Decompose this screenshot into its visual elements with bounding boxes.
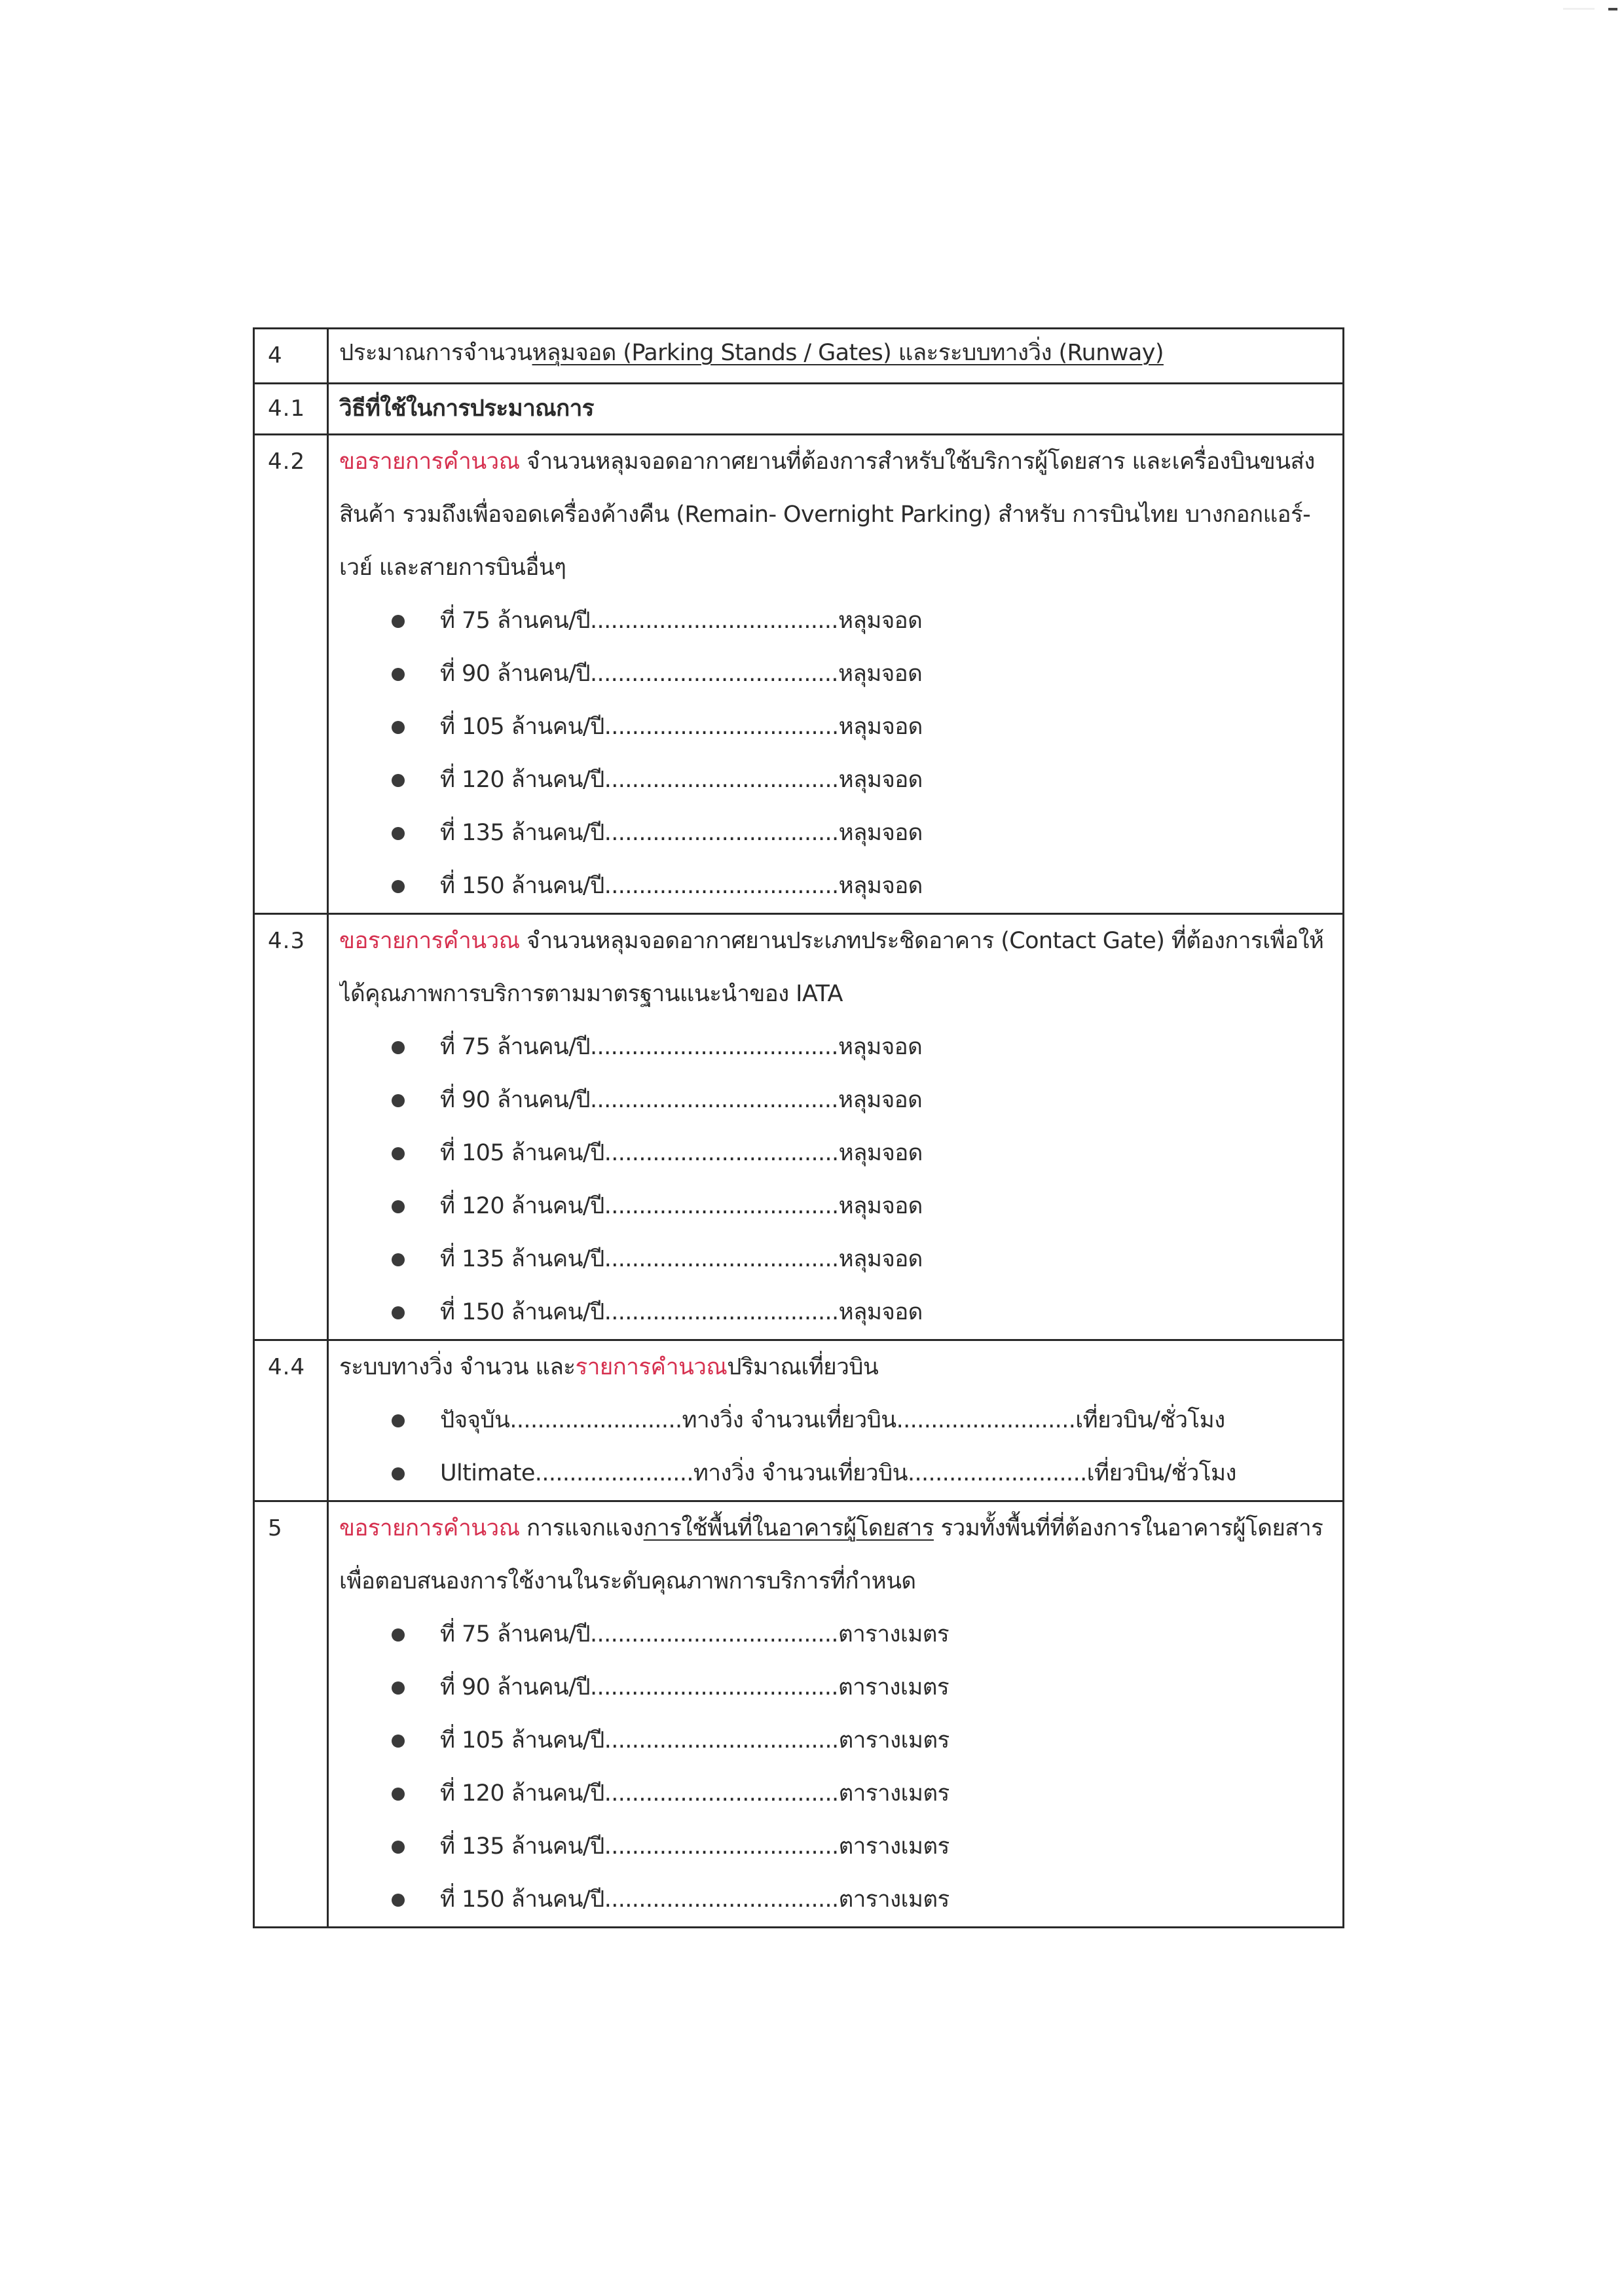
calc-request-label: ขอรายการคำนวณ <box>339 449 520 475</box>
row-number: 4.3 <box>254 914 328 1340</box>
calc-request-label: ขอรายการคำนวณ <box>339 928 520 954</box>
calc-request-label: ขอรายการคำนวณ <box>339 1515 520 1541</box>
bullet-icon <box>392 721 405 734</box>
table-row-4-1 <box>254 384 1344 435</box>
list-item <box>339 807 1337 860</box>
calc-label: รายการคำนวณ <box>575 1354 728 1380</box>
bullet-icon <box>392 827 405 840</box>
list-item <box>339 1767 1337 1820</box>
list-item <box>339 1873 1337 1926</box>
table-row-4-3 <box>254 914 1344 1340</box>
heading-prefix: ประมาณการจำนวน <box>339 340 532 366</box>
list-item <box>339 648 1337 701</box>
bullet-icon <box>392 1681 405 1695</box>
list-item <box>339 1394 1337 1447</box>
list-item-text: ที่ 150 ล้านคน/ปี..................................ตารางเมตร <box>440 1886 950 1913</box>
paragraph-text: ปริมาณเที่ยวบิน <box>727 1354 879 1380</box>
list-item <box>339 754 1337 807</box>
subsection-title: วิธีที่ใช้ในการประมาณการ <box>339 395 594 422</box>
list-item-text: ที่ 150 ล้านคน/ปี..................................หลุมจอด <box>440 873 923 899</box>
list-item <box>339 1021 1337 1074</box>
list-item-text: ที่ 150 ล้านคน/ปี..................................หลุมจอด <box>440 1299 923 1325</box>
paragraph-text: จำนวนหลุมจอดอากาศยานที่ต้องการสำหรับใช้บริการผู้โดยสาร และเครื่องบินขนส่ง <box>519 449 1315 475</box>
list-item <box>339 1074 1337 1127</box>
bullet-icon <box>392 880 405 893</box>
paragraph-line: เพื่อตอบสนองการใช้งานในระดับคุณภาพการบริการที่กำหนด <box>339 1568 916 1594</box>
table-row-4-4 <box>254 1340 1344 1501</box>
paragraph-line: ได้คุณภาพการบริการตามมาตรฐานแนะนำของ IATA <box>339 981 843 1007</box>
bullet-icon <box>392 1200 405 1213</box>
bullet-icon <box>392 1147 405 1160</box>
list-item-text: ที่ 90 ล้านคน/ปี....................................ตารางเมตร <box>440 1674 950 1700</box>
bullet-icon <box>392 1414 405 1427</box>
table-row-4 <box>254 329 1344 384</box>
list-item <box>339 1180 1337 1233</box>
requirements-table <box>253 327 1344 1928</box>
bullet-icon <box>392 1253 405 1266</box>
underlined-text: การใช้พื้นที่ในอาคารผู้โดยสาร <box>643 1515 934 1541</box>
list-item-text: ที่ 135 ล้านคน/ปี..................................หลุมจอด <box>440 820 923 846</box>
bullet-icon <box>392 1788 405 1801</box>
list-item-text: ที่ 120 ล้านคน/ปี..................................หลุมจอด <box>440 1193 923 1219</box>
list-item-text: ที่ 90 ล้านคน/ปี....................................หลุมจอด <box>440 1087 923 1113</box>
list-item <box>339 1714 1337 1767</box>
paragraph-line: เวย์ และสายการบินอื่นๆ <box>339 555 566 581</box>
list-item-text: ปัจจุบัน.........................ทางวิ่ง จำนวนเที่ยวบิน..........................เที่ยวบิน/ชั่วโมง <box>440 1407 1225 1433</box>
table-row-4-2 <box>254 435 1344 914</box>
paragraph-line <box>339 1502 1337 1555</box>
list-item <box>339 1233 1337 1286</box>
list-item-text: ที่ 135 ล้านคน/ปี..................................หลุมจอด <box>440 1246 923 1272</box>
list-item-text: ที่ 120 ล้านคน/ปี..................................ตารางเมตร <box>440 1780 950 1807</box>
bullet-icon <box>392 668 405 681</box>
list-item <box>339 1447 1337 1500</box>
list-item <box>339 1127 1337 1180</box>
bullet-icon <box>392 1735 405 1748</box>
paragraph-line <box>339 915 1337 968</box>
row-number: 4 <box>254 329 328 384</box>
paragraph-line <box>339 1341 1337 1394</box>
list-item-text: ที่ 75 ล้านคน/ปี....................................หลุมจอด <box>440 1034 923 1060</box>
bullet-icon <box>392 615 405 628</box>
list-item <box>339 1608 1337 1661</box>
list-item-text: ที่ 105 ล้านคน/ปี..................................หลุมจอด <box>440 1140 923 1166</box>
row-number: 4.1 <box>254 384 328 435</box>
row-number: 4.2 <box>254 435 328 914</box>
table-row-5 <box>254 1501 1344 1928</box>
list-item-text: ที่ 105 ล้านคน/ปี..................................หลุมจอด <box>440 714 923 740</box>
row-number: 5 <box>254 1501 328 1928</box>
bullet-icon <box>392 1841 405 1854</box>
bullet-icon <box>392 1628 405 1642</box>
paragraph-line: สินค้า รวมถึงเพื่อจอดเครื่องค้างคืน (Remain- Overnight Parking) สำหรับ การบินไทย บางกอกแอร์- <box>339 502 1311 528</box>
row-number: 4.4 <box>254 1340 328 1501</box>
paragraph-text: รวมทั้งพื้นที่ที่ต้องการในอาคารผู้โดยสาร <box>933 1515 1323 1541</box>
bullet-icon <box>392 774 405 787</box>
bullet-icon <box>392 1894 405 1907</box>
scan-mark <box>1608 8 1617 10</box>
list-item <box>339 595 1337 648</box>
list-item-text: ที่ 75 ล้านคน/ปี....................................ตารางเมตร <box>440 1621 950 1647</box>
list-item-text: ที่ 135 ล้านคน/ปี..................................ตารางเมตร <box>440 1833 950 1860</box>
list-item <box>339 1286 1337 1339</box>
scan-artifact <box>1563 8 1595 10</box>
list-item-text: Ultimate.......................ทางวิ่ง จำนวนเที่ยวบิน..........................เที่ยวบิน/ชั่วโมง <box>440 1460 1236 1486</box>
list-item-text: ที่ 90 ล้านคน/ปี....................................หลุมจอด <box>440 661 923 687</box>
section-heading <box>339 329 1337 376</box>
list-item-text: ที่ 75 ล้านคน/ปี....................................หลุมจอด <box>440 608 923 634</box>
list-item <box>339 1820 1337 1873</box>
list-item <box>339 860 1337 913</box>
bullet-icon <box>392 1306 405 1319</box>
bullet-icon <box>392 1094 405 1107</box>
paragraph-line <box>339 435 1337 488</box>
list-item-text: ที่ 105 ล้านคน/ปี..................................ตารางเมตร <box>440 1727 950 1753</box>
bullet-icon <box>392 1041 405 1054</box>
list-item-text: ที่ 120 ล้านคน/ปี..................................หลุมจอด <box>440 767 923 793</box>
bullet-icon <box>392 1467 405 1480</box>
paragraph-text: จำนวนหลุมจอดอากาศยานประเภทประชิดอาคาร (Contact Gate) ที่ต้องการเพื่อให้ <box>519 928 1324 954</box>
paragraph-text: ระบบทางวิ่ง จำนวน และ <box>339 1354 576 1380</box>
paragraph-text: การแจกแจง <box>519 1515 644 1541</box>
list-item <box>339 1661 1337 1714</box>
heading-underlined: หลุมจอด (Parking Stands / Gates) และระบบทางวิ่ง (Runway) <box>532 340 1164 366</box>
list-item <box>339 701 1337 754</box>
